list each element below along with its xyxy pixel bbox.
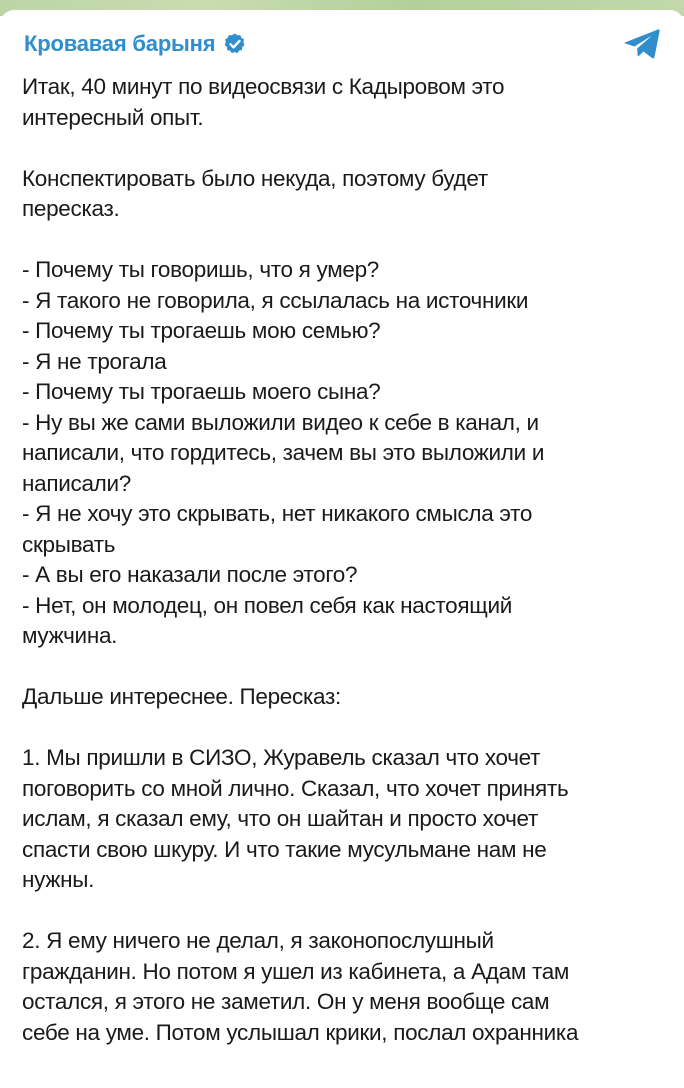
message-line: - Я не хочу это скрывать, нет никакого смысла это bbox=[22, 501, 533, 526]
message-line: - Почему ты говоришь, что я умер? bbox=[22, 257, 379, 282]
message-header bbox=[24, 24, 247, 64]
paragraph-gap bbox=[22, 133, 662, 164]
message-line: Дальше интереснее. Пересказ: bbox=[22, 684, 341, 709]
message-line: Итак, 40 минут по видеосвязи с Кадыровом это bbox=[22, 74, 505, 99]
message-line: - Я такого не говорила, я ссылалась на источники bbox=[22, 287, 529, 313]
message-line: себе на уме. Потом услышал крики, послал охранника bbox=[22, 1019, 579, 1045]
message-line: ислам, я сказал ему, что он шайтан и просто хочет bbox=[22, 806, 538, 831]
message-line: - Почему ты трогаешь моего сына? bbox=[22, 379, 381, 404]
message-line: поговорить со мной лично. Сказал, что хочет принять bbox=[22, 775, 569, 801]
paragraph-gap bbox=[22, 225, 662, 256]
message-line: написали, что гордитесь, зачем вы это выложили и bbox=[22, 440, 545, 465]
channel-name[interactable]: Кровавая барыня bbox=[24, 31, 216, 56]
message-line: - Нет, он молодец, он повел себя как настоящий bbox=[22, 592, 512, 618]
verified-badge-icon bbox=[223, 32, 247, 56]
paragraph-gap bbox=[22, 713, 662, 744]
message-line: - А вы его наказали после этого? bbox=[22, 562, 358, 587]
message-line: нужны. bbox=[22, 867, 95, 892]
message-line: скрывать bbox=[22, 531, 116, 557]
message-text bbox=[22, 72, 662, 1048]
message-line: гражданин. Но потом я ушел из кабинета, а Адам там bbox=[22, 958, 570, 984]
message-line: интересный опыт. bbox=[22, 104, 204, 130]
message-line: 2. Я ему ничего не делал, я законопослушный bbox=[22, 928, 494, 953]
message-line: - Почему ты трогаешь мою семью? bbox=[22, 318, 381, 343]
telegram-share-icon[interactable] bbox=[622, 26, 662, 62]
message-line: написали? bbox=[22, 470, 131, 496]
paragraph-gap bbox=[22, 896, 662, 927]
message-line: остался, я этого не заметил. Он у меня вообще сам bbox=[22, 989, 550, 1014]
message-line: - Ну вы же сами выложили видео к себе в канал, и bbox=[22, 409, 539, 435]
paragraph-gap bbox=[22, 652, 662, 683]
message-line: - Я не трогала bbox=[22, 348, 167, 374]
message-line: 1. Мы пришли в СИЗО, Журавель сказал что хочет bbox=[22, 745, 541, 770]
message-line: Конспектировать было некуда, поэтому будет bbox=[22, 165, 488, 191]
message-line: спасти свою шкуру. И что такие мусульмане нам не bbox=[22, 836, 547, 862]
message-line: пересказ. bbox=[22, 196, 120, 221]
message-line: мужчина. bbox=[22, 623, 118, 648]
